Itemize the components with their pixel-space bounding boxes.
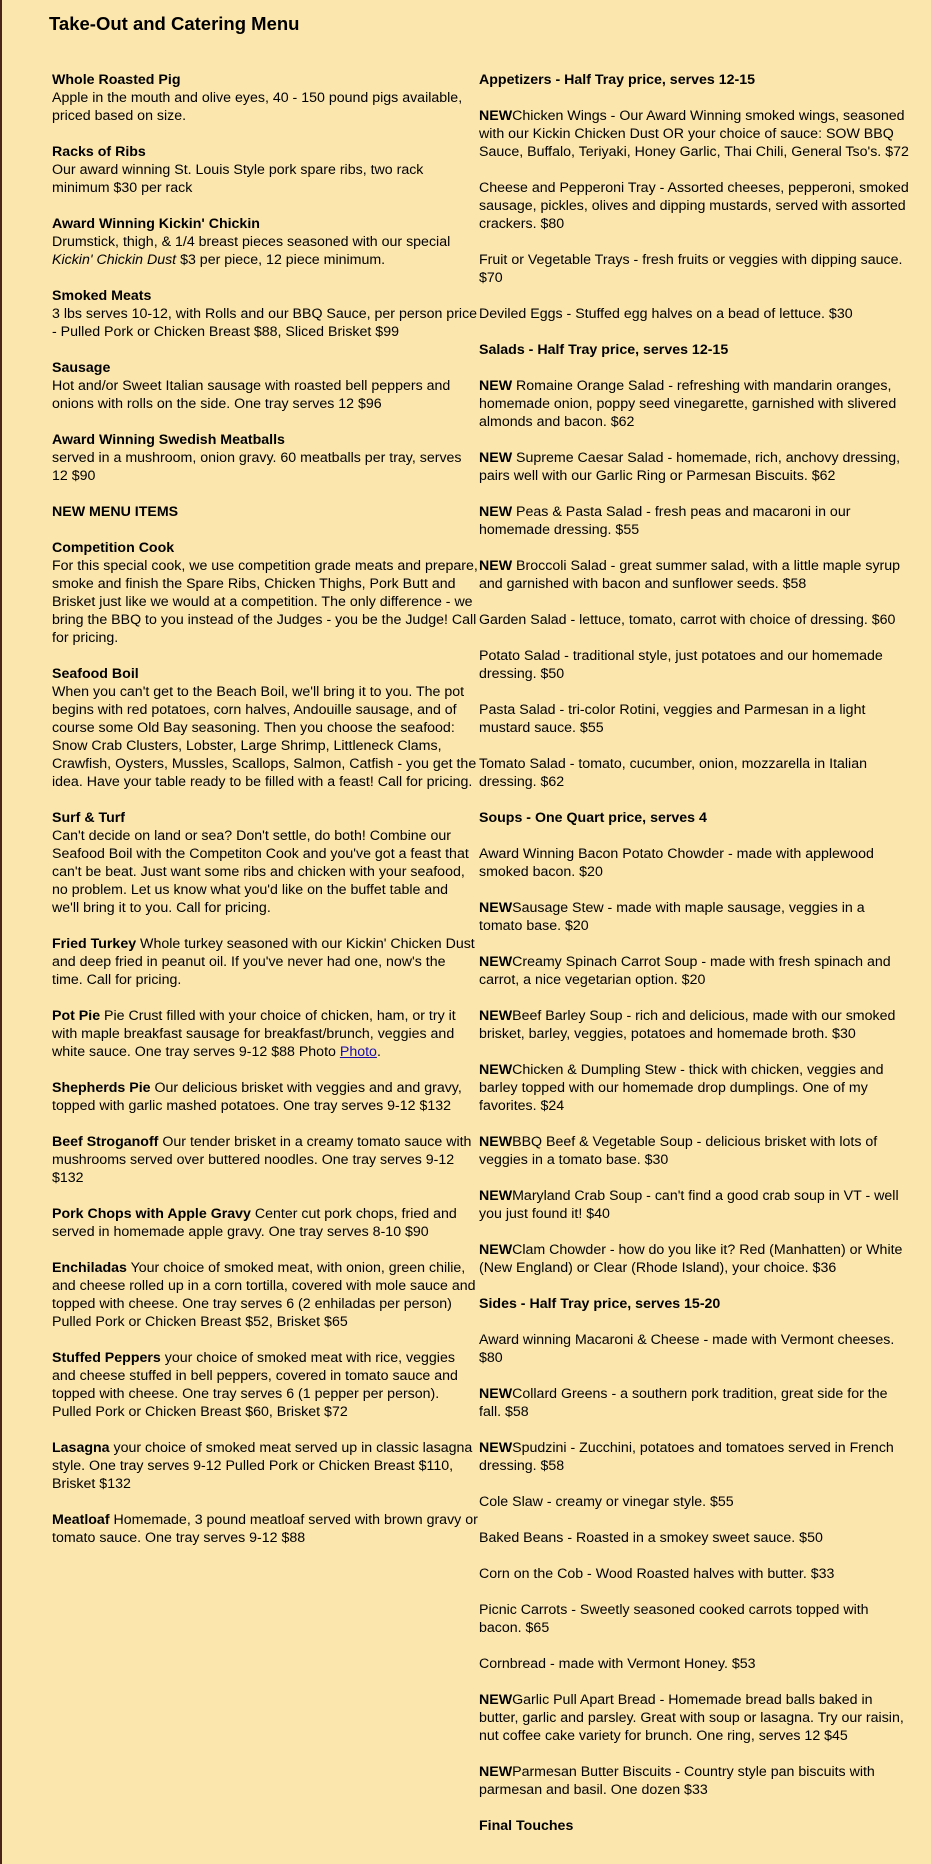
new-tag: NEW — [479, 1008, 513, 1024]
menu-item-competition-cook — [52, 539, 478, 647]
item-desc: Our award winning St. Louis Style pork spare ribs, two rack minimum $30 per rack — [52, 162, 424, 196]
item-desc: Collard Greens - a southern pork tradition, great side for the fall. $58 — [479, 1386, 888, 1420]
menu-item-mac-and-cheese: Award winning Macaroni & Cheese - made with Vermont cheeses. $80 — [479, 1332, 895, 1366]
new-tag: NEW — [479, 1764, 513, 1780]
item-desc: $3 per piece, 12 piece minimum. — [176, 252, 386, 268]
item-name: Surf & Turf — [52, 810, 126, 826]
menu-item-stuffed-peppers — [52, 1349, 478, 1421]
item-desc: served in a mushroom, onion gravy. 60 meatballs per tray, serves 12 $90 — [52, 450, 462, 484]
item-desc: Spudzini - Zucchini, potatoes and tomatoes served in French dressing. $58 — [479, 1440, 894, 1474]
item-desc: Creamy Spinach Carrot Soup - made with fresh spinach and carrot, a nice vegetarian option. $20 — [479, 954, 891, 988]
item-name: Shepherds Pie — [52, 1080, 151, 1096]
item-desc: your choice of smoked meat served up in classic lasagna style. One tray serves 9-12 Pulled Pork or Chicken Breast $110, Brisket $132 — [52, 1440, 473, 1492]
item-name: Seafood Boil — [52, 666, 139, 682]
menu-item-spudzini — [479, 1439, 909, 1475]
sides-heading: Sides - Half Tray price, serves 15-20 — [479, 1296, 721, 1312]
menu-item-surf-and-turf — [52, 809, 478, 917]
menu-item-parmesan-biscuits — [479, 1763, 909, 1799]
item-desc: Apple in the mouth and olive eyes, 40 - 150 pound pigs available, priced based on size. — [52, 90, 463, 124]
menu-item-deviled-eggs: Deviled Eggs - Stuffed egg halves on a bead of lettuce. $30 — [479, 306, 853, 322]
menu-item-chicken-wings — [479, 107, 909, 161]
page-left-border — [0, 0, 2, 1864]
item-desc: Can't decide on land or sea? Don't settle, do both! Combine our Seafood Boil with the Competiton Cook and you've got a feast that can't be beat. Just want some ribs and chicken with your seafood, no problem. Let us know what you'd like on the buffet table and we'll bring it to you. Call for pricing. — [52, 828, 469, 916]
item-name: Lasagna — [52, 1440, 110, 1456]
new-tag: NEW — [479, 450, 513, 466]
menu-item-cole-slaw: Cole Slaw - creamy or vinegar style. $55 — [479, 1494, 734, 1510]
item-desc: Chicken & Dumpling Stew - thick with chicken, veggies and barley topped with our homemade drop dumplings. One of my favorites. $24 — [479, 1062, 884, 1114]
new-tag: NEW — [479, 108, 513, 124]
item-desc: Homemade, 3 pound meatloaf served with brown gravy or tomato sauce. One tray serves 9-12 $88 — [52, 1512, 478, 1546]
menu-item-corn-on-the-cob: Corn on the Cob - Wood Roasted halves with butter. $33 — [479, 1566, 835, 1582]
new-tag: NEW — [479, 1386, 513, 1402]
new-tag: NEW — [479, 900, 513, 916]
menu-item-pot-pie — [52, 1007, 478, 1061]
item-name: Pot Pie — [52, 1008, 101, 1024]
item-desc: Hot and/or Sweet Italian sausage with roasted bell peppers and onions with rolls on the side. One tray serves 12 $96 — [52, 378, 451, 412]
item-name: Stuffed Peppers — [52, 1350, 161, 1366]
menu-item-picnic-carrots: Picnic Carrots - Sweetly seasoned cooked carrots topped with bacon. $65 — [479, 1602, 869, 1636]
item-desc: Garlic Pull Apart Bread - Homemade bread balls baked in butter, garlic and parsley. Great with soup or lasagna. Try our raisin, nut coffee cake variety for brunch. One ring, serves 12 $45 — [479, 1692, 904, 1744]
new-tag: NEW — [479, 1692, 513, 1708]
item-name: Smoked Meats — [52, 288, 152, 304]
item-desc: 3 lbs serves 10-12, with Rolls and our BBQ Sauce, per person price - Pulled Pork or Chicken Breast $88, Sliced Brisket $99 — [52, 306, 478, 340]
item-desc: Chicken Wings - Our Award Winning smoked wings, seasoned with our Kickin Chicken Dust OR your choice of sauce: SOW BBQ Sauce, Buffalo, Teriyaki, Honey Garlic, Thai Chili, General Tso's. $72 — [479, 108, 909, 160]
item-name: Pork Chops with Apple Gravy — [52, 1206, 251, 1222]
menu-item-fried-turkey — [52, 935, 478, 989]
item-desc: Beef Barley Soup - rich and delicious, made with our smoked brisket, barley, veggies, potatoes and homemade broth. $30 — [479, 1008, 896, 1042]
menu-item-bacon-potato-chowder: Award Winning Bacon Potato Chowder - made with applewood smoked bacon. $20 — [479, 846, 874, 880]
menu-item-baked-beans: Baked Beans - Roasted in a smokey sweet sauce. $50 — [479, 1530, 823, 1546]
right-menu-column — [479, 71, 909, 1853]
item-name: Enchiladas — [52, 1260, 127, 1276]
item-desc: Our delicious brisket with veggies and and gravy, topped with garlic mashed potatoes. One tray serves 9-12 $132 — [52, 1080, 462, 1114]
menu-item-seafood-boil — [52, 665, 478, 791]
item-desc: your choice of smoked meat with rice, veggies and cheese stuffed in bell peppers, covered in tomato sauce and topped with cheese. One tray serves 6 (1 pepper per person). Pulled Pork or Chicken Breast $60, Brisket $72 — [52, 1350, 458, 1420]
menu-item-lasagna — [52, 1439, 478, 1493]
left-menu-column — [52, 71, 478, 1565]
item-desc: Peas & Pasta Salad - fresh peas and macaroni in our homemade dressing. $55 — [479, 504, 851, 538]
item-desc: Broccoli Salad - great summer salad, with a little maple syrup and garnished with bacon and sunflower seeds. $58 — [479, 558, 901, 592]
salads-heading: Salads - Half Tray price, serves 12-15 — [479, 342, 729, 358]
menu-item-kickin-chickin — [52, 215, 478, 269]
menu-item-peas-pasta-salad — [479, 503, 909, 539]
menu-item-enchiladas — [52, 1259, 478, 1331]
item-desc: Our tender brisket in a creamy tomato sauce with mushrooms served over buttered noodles. One tray serves 9-12 $132 — [52, 1134, 472, 1186]
menu-item-chicken-dumpling-stew — [479, 1061, 909, 1115]
item-desc: BBQ Beef & Vegetable Soup - delicious brisket with lots of veggies in a tomato base. $30 — [479, 1134, 878, 1168]
menu-item-meatloaf — [52, 1511, 478, 1547]
item-name: Award Winning Swedish Meatballs — [52, 432, 285, 448]
menu-item-beef-stroganoff — [52, 1133, 478, 1187]
menu-item-swedish-meatballs — [52, 431, 478, 485]
new-tag: NEW — [479, 1440, 513, 1456]
item-name: Award Winning Kickin' Chickin — [52, 216, 260, 232]
menu-item-bbq-beef-vegetable-soup — [479, 1133, 909, 1169]
item-name: Beef Stroganoff — [52, 1134, 159, 1150]
menu-item-shepherds-pie — [52, 1079, 478, 1115]
item-desc: Sausage Stew - made with maple sausage, veggies in a tomato base. $20 — [479, 900, 865, 934]
new-tag: NEW — [479, 1242, 513, 1258]
menu-item-smoked-meats — [52, 287, 478, 341]
item-desc: Romaine Orange Salad - refreshing with mandarin oranges, homemade onion, poppy seed vinegarette, garnished with slivered almonds and bacon. $62 — [479, 378, 897, 430]
item-desc: Center cut pork chops, fried and served in homemade apple gravy. One tray serves 8-10 $90 — [52, 1206, 457, 1240]
menu-item-spinach-carrot-soup — [479, 953, 909, 989]
menu-item-cornbread: Cornbread - made with Vermont Honey. $53 — [479, 1656, 756, 1672]
item-desc: When you can't get to the Beach Boil, we'll bring it to you. The pot begins with red potatoes, corn halves, Andouille sausage, and of course some Old Bay seasoning. Then you choose the seafood: Snow Crab Clusters, Lobster, Large Shrimp, Littleneck Clams, Crawfish, Oysters, Mussles, Scallops, Salmon, Catfish - you get the idea. Have your table ready to be filled with a feast! Call for pricing. — [52, 684, 477, 790]
new-tag: NEW — [479, 504, 513, 520]
menu-item-sausage — [52, 359, 478, 413]
menu-item-clam-chowder — [479, 1241, 909, 1277]
item-name: Whole Roasted Pig — [52, 72, 181, 88]
menu-item-garlic-pull-apart-bread — [479, 1691, 909, 1745]
new-tag: NEW — [479, 1062, 513, 1078]
item-desc: Maryland Crab Soup - can't find a good crab soup in VT - well you just found it! $40 — [479, 1188, 899, 1222]
final-touches-heading: Final Touches — [479, 1818, 574, 1834]
item-desc-emphasis: Kickin' Chickin Dust — [52, 252, 177, 268]
new-tag: NEW — [479, 378, 513, 394]
menu-item-cheese-tray: Cheese and Pepperoni Tray - Assorted cheeses, pepperoni, smoked sausage, pickles, olives and dipping mustards, served with assorted crackers. $80 — [479, 180, 909, 232]
item-name: Fried Turkey — [52, 936, 137, 952]
menu-item-pork-chops — [52, 1205, 478, 1241]
menu-item-beef-barley-soup — [479, 1007, 909, 1043]
item-desc: Supreme Caesar Salad - homemade, rich, anchovy dressing, pairs well with our Garlic Ring or Parmesan Biscuits. $62 — [479, 450, 901, 484]
menu-item-collard-greens — [479, 1385, 909, 1421]
menu-item-tomato-salad: Tomato Salad - tomato, cucumber, onion, mozzarella in Italian dressing. $62 — [479, 756, 867, 790]
new-tag: NEW — [479, 1134, 513, 1150]
item-desc: Clam Chowder - how do you like it? Red (Manhatten) or White (New England) or Clear (Rhode Island), your choice. $36 — [479, 1242, 903, 1276]
item-desc-end: . — [376, 1044, 381, 1060]
pot-pie-photo-link[interactable]: Photo — [339, 1044, 377, 1060]
menu-item-maryland-crab-soup — [479, 1187, 909, 1223]
item-desc: Your choice of smoked meat, with onion, green chilie, and cheese rolled up in a corn tortilla, covered with mole sauce and topped with cheese. One tray serves 6 (2 enhiladas per person) Pulled Pork or Chicken Breast $52, Brisket $65 — [52, 1260, 476, 1330]
page-title: Take-Out and Catering Menu — [49, 13, 300, 34]
item-desc: Drumstick, thigh, & 1/4 breast pieces seasoned with our special — [52, 234, 451, 250]
menu-item-racks-of-ribs — [52, 143, 478, 197]
item-desc: Pie Crust filled with your choice of chicken, ham, or try it with maple breakfast sausage for breakfast/brunch, veggies and white sauce. One tray serves 9-12 $88 Photo — [52, 1008, 456, 1060]
item-name: Racks of Ribs — [52, 144, 146, 160]
item-name: Sausage — [52, 360, 111, 376]
item-desc: Whole turkey seasoned with our Kickin' Chicken Dust and deep fried in peanut oil. If you've never had one, now's the time. Call for pricing. — [52, 936, 475, 988]
menu-item-sausage-stew — [479, 899, 909, 935]
new-tag: NEW — [479, 1188, 513, 1204]
new-tag: NEW — [479, 954, 513, 970]
menu-item-caesar-salad — [479, 449, 909, 485]
item-desc: Parmesan Butter Biscuits - Country style pan biscuits with parmesan and basil. One dozen $33 — [479, 1764, 875, 1798]
appetizers-heading: Appetizers - Half Tray price, serves 12-15 — [479, 72, 756, 88]
item-name: Competition Cook — [52, 540, 175, 556]
item-name: Meatloaf — [52, 1512, 110, 1528]
soups-heading: Soups - One Quart price, serves 4 — [479, 810, 707, 826]
new-tag: NEW — [479, 558, 513, 574]
new-menu-items-heading: NEW MENU ITEMS — [52, 504, 179, 520]
menu-item-potato-salad: Potato Salad - traditional style, just potatoes and our homemade dressing. $50 — [479, 648, 883, 682]
menu-item-fruit-tray: Fruit or Vegetable Trays - fresh fruits or veggies with dipping sauce. $70 — [479, 252, 903, 286]
menu-item-pasta-salad: Pasta Salad - tri-color Rotini, veggies and Parmesan in a light mustard sauce. $55 — [479, 702, 866, 736]
menu-item-garden-salad: Garden Salad - lettuce, tomato, carrot with choice of dressing. $60 — [479, 612, 896, 628]
item-desc: For this special cook, we use competition grade meats and prepare, smoke and finish the Spare Ribs, Chicken Thighs, Pork Butt and Brisket just like we would at a competition. The only difference - we bring the BBQ to you instead of the Judges - you be the Judge! Call for pricing. — [52, 558, 478, 646]
menu-item-broccoli-salad — [479, 557, 909, 593]
menu-item-whole-roasted-pig — [52, 71, 478, 125]
menu-item-romaine-salad — [479, 377, 909, 431]
